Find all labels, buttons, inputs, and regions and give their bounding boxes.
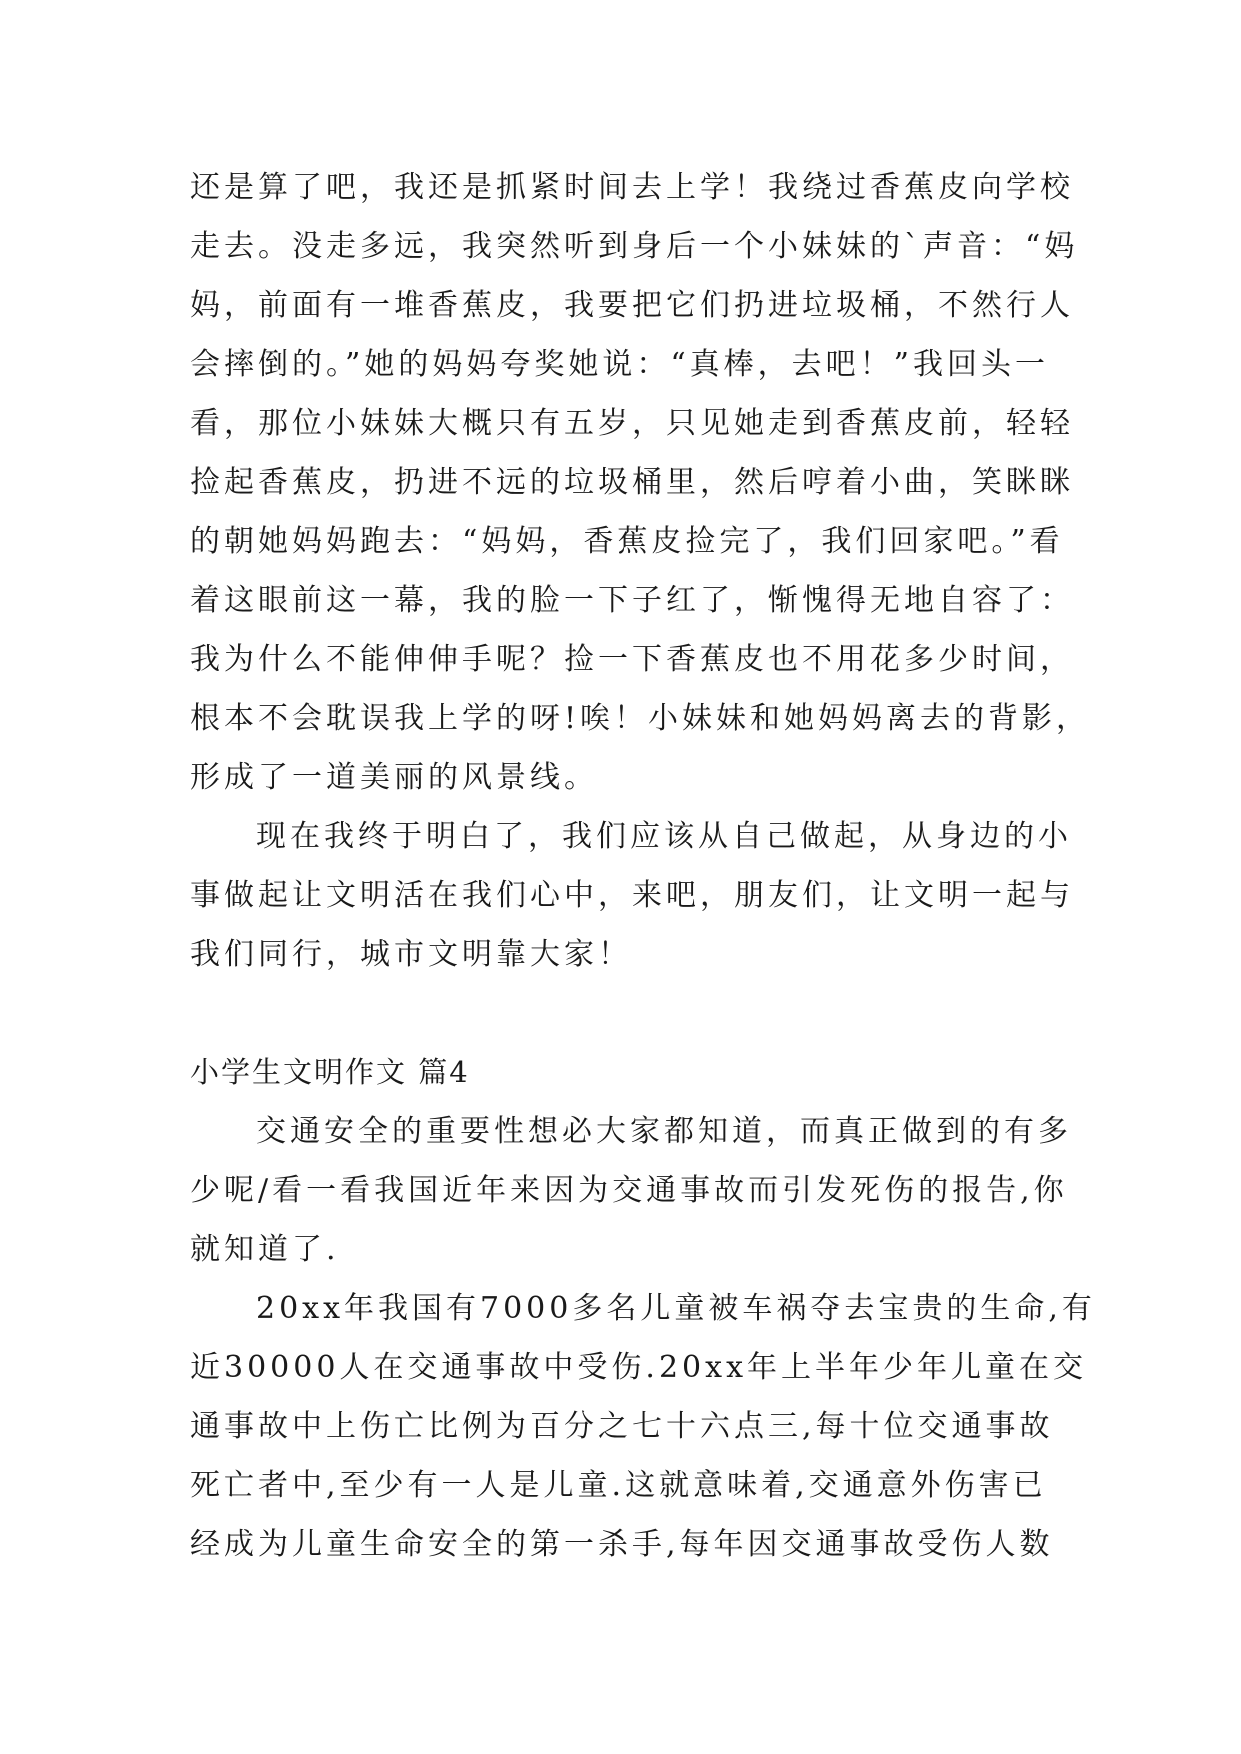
- text-line: 妈，前面有一堆香蕉皮，我要把它们扔进垃圾桶，不然行人: [190, 288, 1074, 323]
- text-line: 就知道了.: [190, 1232, 340, 1267]
- text-line: 根本不会耽误我上学的呀!唉！小妹妹和她妈妈离去的背影，: [190, 701, 1091, 736]
- text-line: 事做起让文明活在我们心中，来吧，朋友们，让文明一起与: [190, 878, 1074, 913]
- text-line: 着这眼前这一幕，我的脸一下子红了，惭愧得无地自容了：: [190, 583, 1074, 618]
- text-line: 我为什么不能伸伸手呢？捡一下香蕉皮也不用花多少时间，: [190, 642, 1074, 677]
- text-line: 通事故中上伤亡比例为百分之七十六点三,每十位交通事故: [190, 1409, 1054, 1444]
- text-line: 我们同行，城市文明靠大家！: [190, 937, 632, 972]
- text-line: 少呢/看一看我国近年来因为交通事故而引发死伤的报告,你: [190, 1173, 1068, 1208]
- text-line: 走去。没走多远，我突然听到身后一个小妹妹的`声音：“妈: [190, 229, 1079, 264]
- text-line: 会摔倒的。”她的妈妈夸奖她说：“真棒，去吧！”我回头一: [190, 347, 1050, 382]
- text-line: 死亡者中,至少有一人是儿童.这就意味着,交通意外伤害已: [190, 1468, 1047, 1503]
- text-line: 看，那位小妹妹大概只有五岁，只见她走到香蕉皮前，轻轻: [190, 406, 1074, 441]
- text-line: 20xx年我国有7000多名儿童被车祸夺去宝贵的生命,有: [256, 1291, 1096, 1326]
- text-line: 经成为儿童生命安全的第一杀手,每年因交通事故受伤人数: [190, 1527, 1054, 1562]
- text-line: 捡起香蕉皮，扔进不远的垃圾桶里，然后哼着小曲，笑眯眯: [190, 465, 1074, 500]
- document-body: [190, 158, 1096, 1574]
- text-line: 还是算了吧，我还是抓紧时间去上学！我绕过香蕉皮向学校: [190, 170, 1074, 205]
- section-gap: [190, 984, 1070, 1043]
- paragraph: [190, 807, 1074, 984]
- text-line: 近30000人在交通事故中受伤.20xx年上半年少年儿童在交: [190, 1350, 1087, 1385]
- text-line: 形成了一道美丽的风景线。: [190, 760, 598, 795]
- section-heading: 小学生文明作文 篇4: [190, 1055, 470, 1089]
- text-line: 现在我终于明白了，我们应该从自己做起，从身边的小: [256, 819, 1072, 854]
- paragraph: [190, 158, 1091, 807]
- text-line: 交通安全的重要性想必大家都知道，而真正做到的有多: [256, 1114, 1072, 1149]
- text-line: 的朝她妈妈跑去：“妈妈，香蕉皮捡完了，我们回家吧。”看: [190, 524, 1064, 559]
- paragraph: [190, 1102, 1070, 1279]
- paragraph: [190, 1279, 1096, 1574]
